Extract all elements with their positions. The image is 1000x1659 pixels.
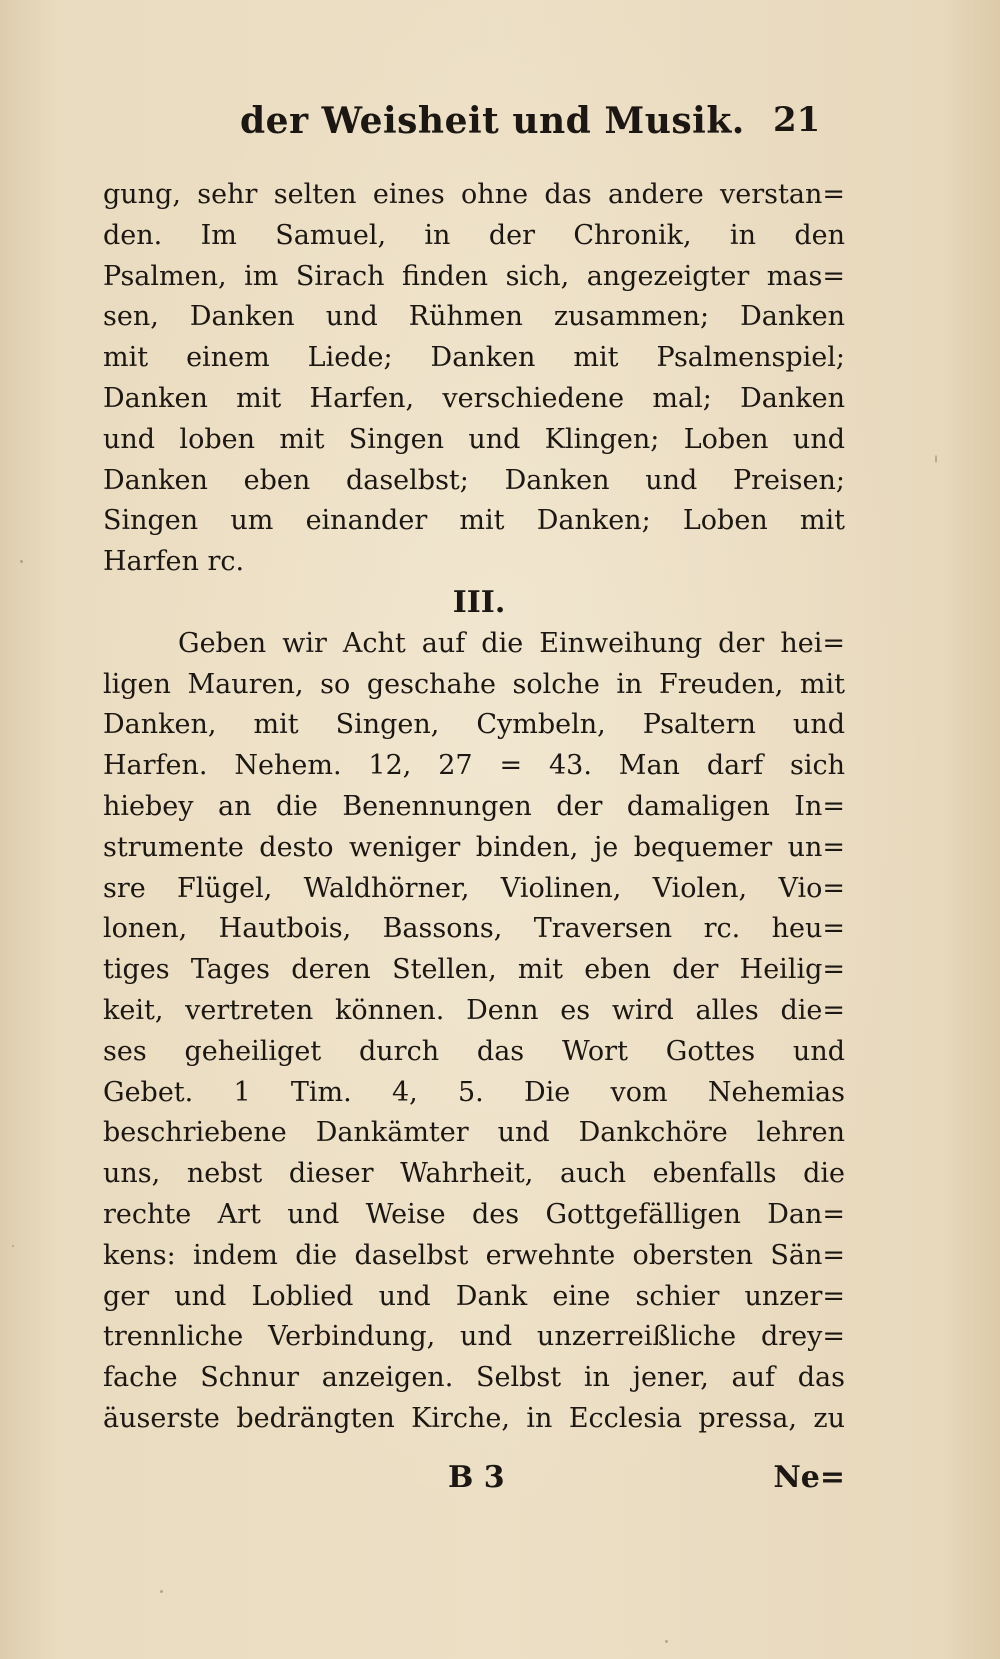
text-line: Harfen. Nehem. 12, 27 = 43. Man darf sich — [103, 750, 845, 782]
text-line: Psalmen, im Sirach finden sich, angezeigter mas= — [103, 260, 845, 292]
catchword: Ne= — [773, 1460, 845, 1495]
text-line: Danken, mit Singen, Cymbeln, Psaltern und — [103, 709, 845, 741]
section-number: III. — [452, 584, 506, 620]
signature-mark: B 3 — [448, 1460, 505, 1495]
paper-speck — [20, 560, 23, 563]
page-header — [240, 100, 860, 160]
text-line: strumente desto weniger binden, je bequemer un= — [103, 831, 845, 863]
text-line: mit einem Liede; Danken mit Psalmenspiel; — [103, 342, 845, 374]
text-line: Gebet. 1 Tim. 4, 5. Die vom Nehemias — [103, 1076, 845, 1108]
text-line: Harfen rc. — [103, 546, 245, 578]
text-line: äuserste bedrängten Kirche, in Ecclesia pressa, zu — [103, 1402, 845, 1434]
text-line: fache Schnur anzeigen. Selbst in jener, auf das — [103, 1362, 845, 1394]
paper-speck — [160, 1590, 163, 1593]
text-line: ligen Mauren, so geschahe solche in Freuden, mit — [103, 668, 845, 700]
text-line: tiges Tages deren Stellen, mit eben der Heilig= — [103, 954, 845, 986]
text-line: hiebey an die Benennungen der damaligen In= — [103, 790, 845, 822]
text-line: sre Flügel, Waldhörner, Violinen, Violen, Vio= — [103, 872, 845, 904]
paper-speck — [935, 455, 937, 463]
text-line: uns, nebst dieser Wahrheit, auch ebenfalls die — [103, 1158, 845, 1190]
paper-speck — [12, 1245, 14, 1247]
text-line: gung, sehr selten eines ohne das andere verstan= — [103, 179, 845, 210]
body-text — [103, 175, 845, 1440]
text-line: sen, Danken und Rühmen zusammen; Danken — [103, 301, 845, 333]
text-line: Danken eben daselbst; Danken und Preisen; — [103, 464, 845, 496]
text-line: Danken mit Harfen, verschiedene mal; Danken — [103, 382, 845, 414]
page-number: 21 — [773, 100, 821, 140]
text-line: und loben mit Singen und Klingen; Loben und — [103, 423, 845, 455]
page-footer — [103, 1460, 845, 1504]
text-line: kens: indem die daselbst erwehnte obersten Sän= — [103, 1239, 845, 1271]
text-line: beschriebene Dankämter und Dankchöre lehren — [103, 1117, 845, 1149]
text-line: lonen, Hautbois, Bassons, Traversen rc. heu= — [103, 913, 845, 945]
text-line: ses geheiliget durch das Wort Gottes und — [103, 1035, 845, 1067]
text-line: keit, vertreten können. Denn es wird alles die= — [103, 994, 845, 1026]
paper-speck — [665, 1640, 668, 1643]
text-line: ger und Loblied und Dank eine schier unzer= — [103, 1280, 845, 1312]
text-line: den. Im Samuel, in der Chronik, in den — [103, 219, 845, 251]
text-line: rechte Art und Weise des Gottgefälligen Dan= — [103, 1198, 845, 1230]
running-head: der Weisheit und Musik. — [240, 100, 745, 142]
text-line: Singen um einander mit Danken; Loben mit — [103, 505, 845, 537]
text-line: Geben wir Acht auf die Einweihung der hei= — [178, 627, 845, 659]
text-line: trennliche Verbindung, und unzerreißliche drey= — [103, 1321, 845, 1353]
